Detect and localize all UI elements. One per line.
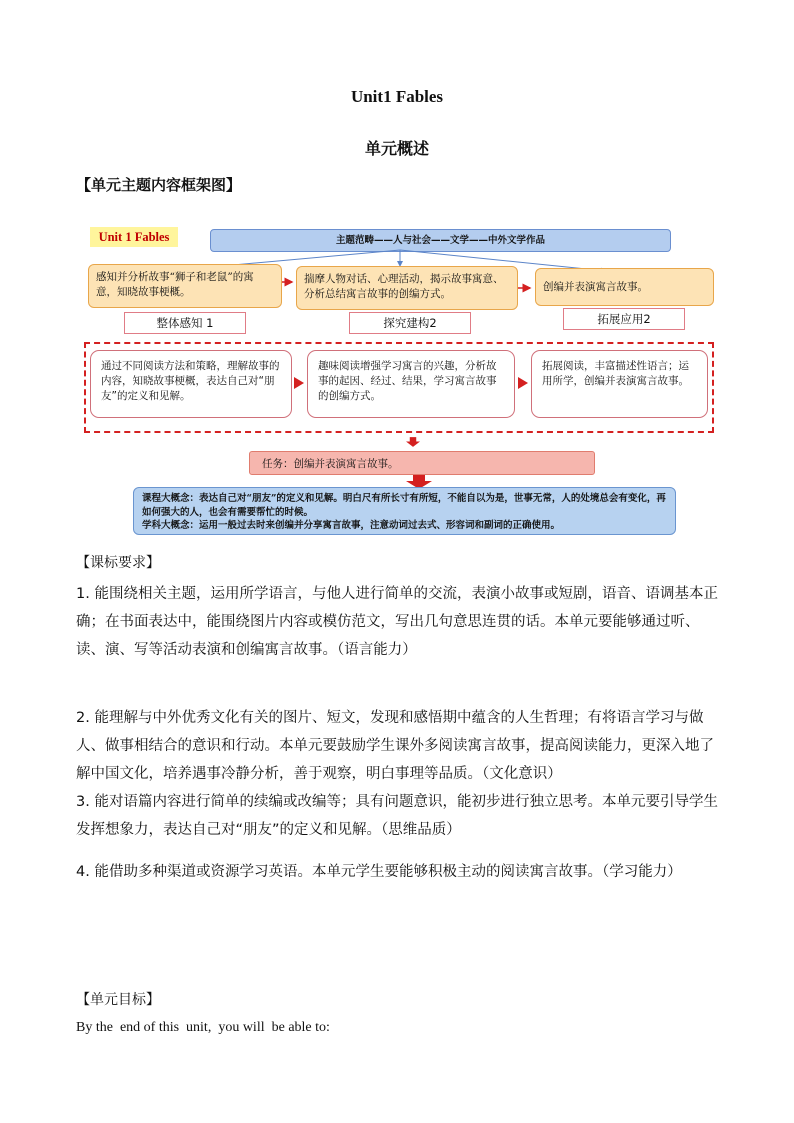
right-arrow-2: [518, 377, 528, 389]
concept-box: [133, 487, 676, 535]
framework-heading: 【单元主题内容框架图】: [76, 176, 242, 194]
stage-1-box: 感知并分析故事“狮子和老鼠”的寓意，知晓故事梗概。: [88, 264, 282, 308]
unit-label: Unit 1 Fables: [90, 227, 178, 247]
stage-2-box: 揣摩人物对话、心理活动，揭示故事寓意、分析总结寓言故事的创编方式。: [296, 266, 518, 310]
curriculum-item-1: 1. 能围绕相关主题，运用所学语言，与他人进行简单的交流，表演小故事或短剧，语音、语调基本正确；在书面表达中，能围绕图片内容或模仿范文，写出几句意思连贯的话。本单元要能够通过听、读、演、写等活动表演和创编寓言故事。（语言能力）: [76, 586, 718, 658]
stage-3-box: 创编并表演寓言故事。: [535, 268, 714, 306]
stage-1-detail: 通过不同阅读方法和策略，理解故事的内容，知晓故事梗概，表达自己对“朋友”的定义和见解。: [90, 350, 292, 418]
stage-2-detail: 趣味阅读增强学习寓言的兴趣，分析故事的起因、经过、结果，学习寓言故事的创编方式。: [307, 350, 515, 418]
goals-heading: 【单元目标】: [76, 992, 160, 1008]
curriculum-item-3: 3. 能对语篇内容进行简单的续编或改编等；具有问题意识，能初步进行独立思考。本单元要引导学生发挥想象力，表达自己对“朋友”的定义和见解。（思维品质）: [76, 794, 718, 838]
curriculum-item-2: 2. 能理解与中外优秀文化有关的图片、短文，发现和感悟期中蕴含的人生哲理；有将语言学习与做人、做事相结合的意识和行动。本单元要鼓励学生课外多阅读寓言故事，提高阅读能力，更深入地了解中国文化，培养遇事冷静分析，善于观察，明白事理等品质。（文化意识）: [76, 710, 714, 782]
task-bar: 任务：创编并表演寓言故事。: [249, 451, 595, 475]
stage-2-label: 探究建构2: [349, 312, 471, 334]
document-subtitle: 单元概述: [364, 139, 429, 158]
course-concept: 课程大概念：表达自己对“朋友”的定义和见解。明白尺有所长寸有所短，不能自以为是，世事无常，人的处境总会有变化，再如何强大的人，也会有需要帮忙的时候。: [142, 493, 666, 518]
document-title: Unit1 Fables: [350, 87, 444, 106]
stage-1-label: 整体感知 1: [124, 312, 246, 334]
subject-concept: 学科大概念：运用一般过去时来创编并分享寓言故事，注意动词过去式、形容词和副词的正确使用。: [142, 520, 561, 531]
theme-bar: 主题范畴——人与社会——文学——中外文学作品: [210, 229, 671, 252]
stage-3-detail: 拓展阅读，丰富描述性语言；运用所学，创编并表演寓言故事。: [531, 350, 708, 418]
right-arrow-1: [294, 377, 304, 389]
stage-3-label: 拓展应用2: [563, 308, 685, 330]
curriculum-item-4: 4. 能借助多种渠道或资源学习英语。本单元学生要能够积极主动的阅读寓言故事。（学习能力）: [76, 864, 682, 880]
goals-intro: By the end of this unit, you will be able to:: [76, 1020, 330, 1035]
down-arrow-1: [406, 434, 420, 450]
curriculum-heading: 【课标要求】: [76, 555, 160, 571]
